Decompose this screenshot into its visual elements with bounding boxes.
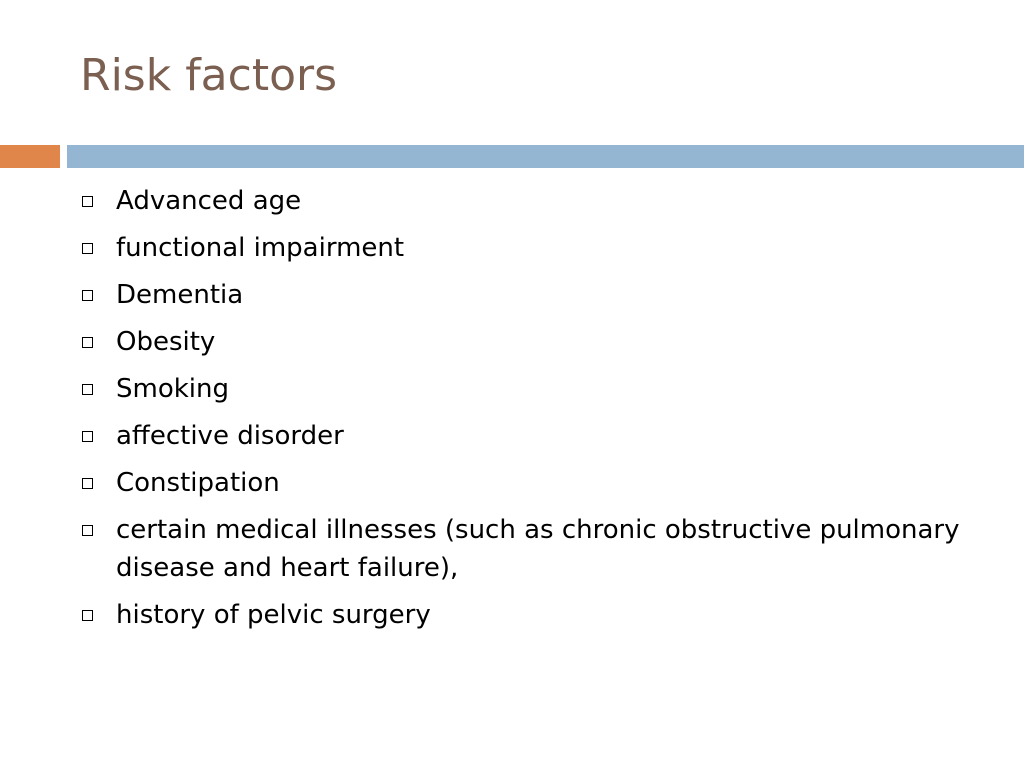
bullet-text: Smoking	[116, 374, 230, 404]
hollow-square-icon	[82, 290, 93, 301]
bullet-item	[82, 276, 962, 314]
hollow-square-icon	[82, 243, 93, 254]
bullet-text: Obesity	[116, 327, 216, 357]
bullet-item	[82, 229, 962, 267]
hollow-square-icon	[82, 384, 93, 395]
bullet-item	[82, 596, 962, 634]
bullet-text: affective disorder	[116, 421, 344, 451]
accent-bar-orange	[0, 145, 60, 168]
bullet-text: Advanced age	[116, 186, 302, 216]
hollow-square-icon	[82, 196, 93, 207]
bullet-item	[82, 417, 962, 455]
bullet-text: history of pelvic surgery	[116, 600, 431, 630]
bullet-item	[82, 464, 962, 502]
hollow-square-icon	[82, 337, 93, 348]
bullet-list	[82, 182, 962, 643]
bullet-item	[82, 182, 962, 220]
slide-title: Risk factors	[80, 50, 338, 101]
bullet-item	[82, 323, 962, 361]
hollow-square-icon	[82, 478, 93, 489]
bullet-text: Dementia	[116, 280, 244, 310]
hollow-square-icon	[82, 525, 93, 536]
bullet-text: Constipation	[116, 468, 280, 498]
bullet-text: certain medical illnesses (such as chronic obstructive pulmonary disease and heart failure),	[116, 515, 960, 583]
bullet-item	[82, 511, 962, 587]
hollow-square-icon	[82, 610, 93, 621]
bullet-text: functional impairment	[116, 233, 405, 263]
bullet-item	[82, 370, 962, 408]
hollow-square-icon	[82, 431, 93, 442]
accent-bar-blue	[67, 145, 1024, 168]
